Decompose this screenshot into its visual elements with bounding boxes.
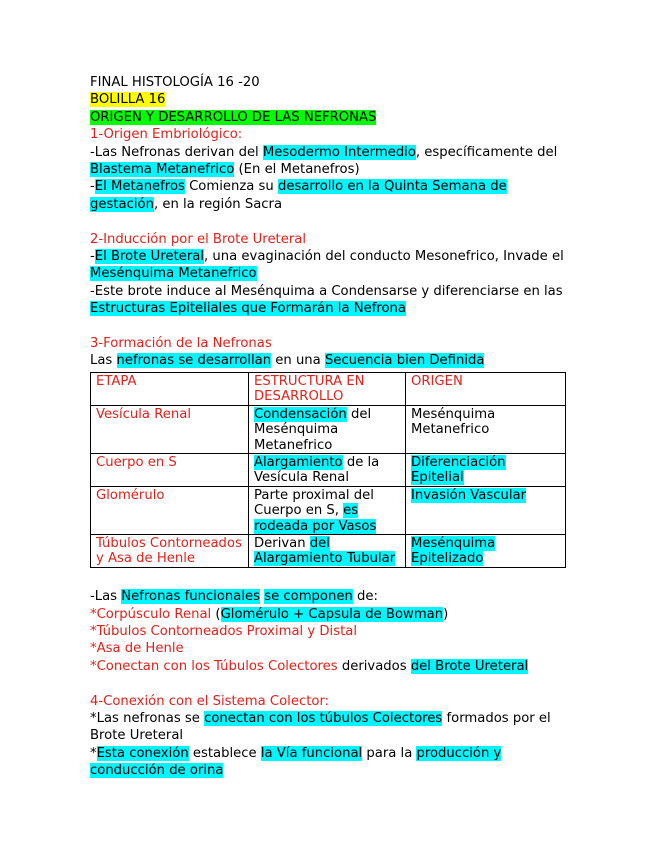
table-header-row bbox=[91, 372, 566, 405]
highlight: producción y bbox=[416, 745, 502, 761]
section-2-heading: 2-Inducción por el Brote Ureteral bbox=[90, 231, 307, 247]
list-item: *Túbulos Contorneados Proximal y Distal bbox=[90, 623, 358, 639]
section-2-paragraph-1: -El Brote Ureteral, una evaginación del conducto Mesonefrico, Invade el bbox=[90, 249, 564, 265]
highlight: conducción de orina bbox=[90, 763, 224, 779]
table-cell-origen: Diferenciación Epitelial bbox=[406, 453, 566, 486]
nephron-formation-table bbox=[90, 372, 566, 568]
list-item: *Asa de Henle bbox=[90, 641, 184, 657]
section-3-heading: 3-Formación de la Nefronas bbox=[90, 336, 272, 352]
document-body bbox=[90, 74, 565, 780]
table-header-cell: ORIGEN bbox=[406, 372, 566, 405]
section-1-paragraph-2-cont: gestación, en la región Sacra bbox=[90, 196, 283, 212]
highlight: se componen bbox=[264, 589, 353, 605]
section-3-intro: Las nefronas se desarrollan en una Secuencia bien Definida bbox=[90, 353, 485, 369]
table-cell-estructura: Derivan del Alargamiento Tubular bbox=[249, 534, 406, 567]
highlight: Nefronas funcionales bbox=[121, 589, 261, 605]
table-row bbox=[91, 453, 566, 486]
section-2-paragraph-2-cont bbox=[90, 300, 565, 317]
highlight: conectan con los túbulos Colectores bbox=[204, 710, 443, 726]
highlight: desarrollo en la Quinta Semana de bbox=[277, 179, 507, 195]
table-cell-estructura: Alargamiento de la Vesícula Renal bbox=[249, 453, 406, 486]
table-cell-etapa: Glomérulo bbox=[91, 486, 249, 534]
section-4-paragraph-2: *Esta conexión establece la Vía funcional para la producción y bbox=[90, 745, 502, 761]
highlight: Mesodermo Intermedio bbox=[262, 144, 416, 160]
list-item: *Corpúsculo Renal (Glomérulo + Capsula de Bowman) bbox=[90, 606, 449, 622]
highlight: El Metanefros bbox=[94, 179, 185, 195]
highlight: nefronas se desarrollan bbox=[116, 353, 272, 369]
highlight: El Brote Ureteral bbox=[94, 249, 205, 265]
bolilla-label: BOLILLA 16 bbox=[90, 92, 166, 108]
list-item: *Conectan con los Túbulos Colectores derivados del Brote Ureteral bbox=[90, 658, 529, 674]
table-cell-etapa: Vesícula Renal bbox=[91, 405, 249, 453]
section-1-paragraph-2: -El Metanefros Comienza su desarrollo en la Quinta Semana de bbox=[90, 179, 507, 195]
table-row bbox=[91, 486, 566, 534]
section-1-paragraph-1-cont: Blastema Metanefrico (En el Metanefros) bbox=[90, 162, 360, 178]
highlight: del Brote Ureteral bbox=[410, 658, 529, 674]
table-header-cell: ETAPA bbox=[91, 372, 249, 405]
document-title: FINAL HISTOLOGÍA 16 -20 bbox=[90, 75, 260, 90]
table-cell-origen: Mesénquima Metanefrico bbox=[406, 405, 566, 453]
table-cell-etapa: Túbulos Contorneados y Asa de Henle bbox=[91, 534, 249, 567]
section-4-paragraph-1: *Las nefronas se conectan con los túbulos Colectores formados por el bbox=[90, 710, 551, 726]
table-cell-estructura: Condensación del Mesénquima Metanefrico bbox=[249, 405, 406, 453]
highlight: gestación bbox=[90, 196, 154, 212]
highlight: Estructuras Epiteliales que Formarán la Nefrona bbox=[90, 301, 406, 317]
table-cell-estructura: Parte proximal del Cuerpo en S, es rodeada por Vasos bbox=[249, 486, 406, 534]
highlight: la Vía funcional bbox=[260, 745, 363, 761]
highlight: Esta conexión bbox=[96, 745, 189, 761]
section-1-paragraph-1: -Las Nefronas derivan del Mesodermo Intermedio, específicamente del bbox=[90, 144, 558, 160]
highlight: Blastema Metanefrico bbox=[90, 162, 235, 178]
components-intro: -Las Nefronas funcionales se componen de: bbox=[90, 589, 378, 605]
table-row bbox=[91, 405, 566, 453]
table-cell-etapa: Cuerpo en S bbox=[91, 453, 249, 486]
highlight: Secuencia bien Definida bbox=[324, 353, 485, 369]
highlight: Mesénquima Metanefrico bbox=[90, 266, 257, 282]
table-row bbox=[91, 534, 566, 567]
section-4-paragraph-2-cont bbox=[90, 762, 565, 779]
section-2-paragraph-2: -Este brote induce al Mesénquima a Condensarse y diferenciarse en las bbox=[90, 283, 563, 299]
section-4-paragraph-1-cont: Brote Ureteral bbox=[90, 728, 184, 744]
section-4-heading: 4-Conexión con el Sistema Colector: bbox=[90, 693, 330, 709]
table-cell-origen: Invasión Vascular bbox=[406, 486, 566, 534]
table-cell-origen: Mesénquima Epitelizado bbox=[406, 534, 566, 567]
table-header-cell: ESTRUCTURA EN DESARROLLO bbox=[249, 372, 406, 405]
highlight: Glomérulo + Capsula de Bowman bbox=[220, 606, 444, 622]
section-2-paragraph-1-cont bbox=[90, 265, 565, 282]
section-1-heading: 1-Origen Embriológico: bbox=[90, 127, 243, 143]
topic-title: ORIGEN Y DESARROLLO DE LAS NEFRONAS bbox=[90, 109, 377, 125]
